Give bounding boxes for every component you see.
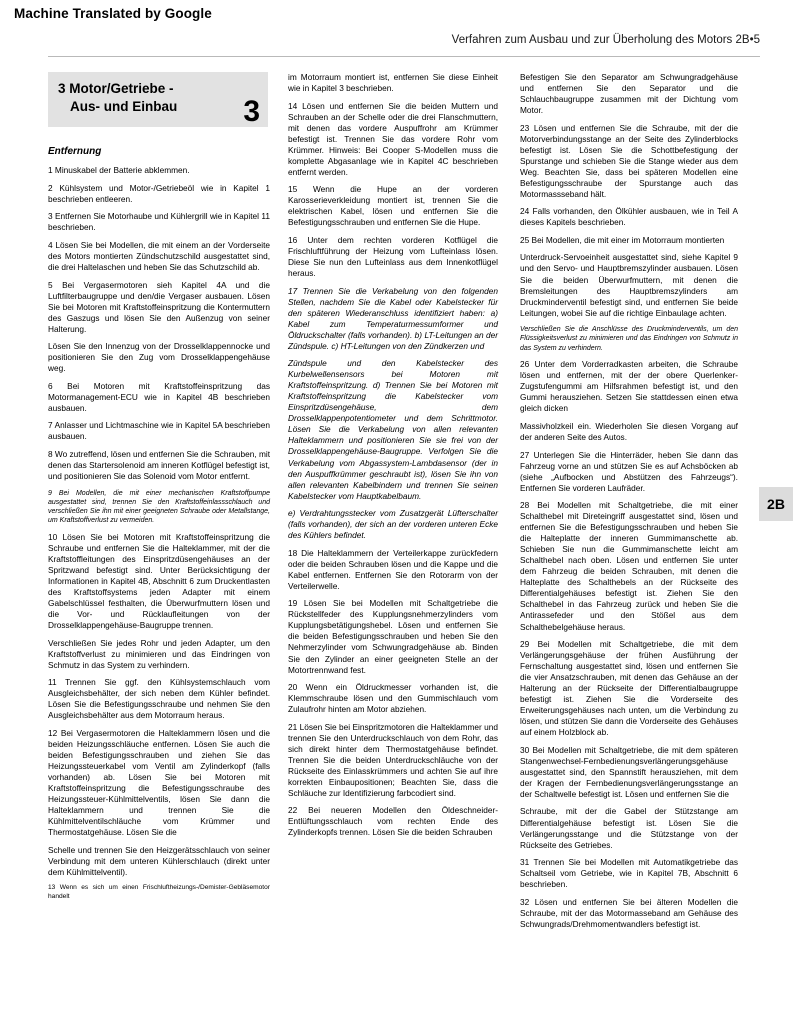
paragraph: 7 Anlasser und Lichtmaschine wie in Kapitel 5A beschrieben ausbauen. xyxy=(48,420,270,442)
paragraph: Lösen Sie den Innenzug von der Drosselklappennocke und positionieren Sie den Zug vom Drosselklappengehäuse weg. xyxy=(48,341,270,374)
paragraph: 20 Wenn ein Öldruckmesser vorhanden ist, die Klemmschraube lösen und den Gummischlauch vom Zulaufrohr hinten am Motor abziehen. xyxy=(288,682,498,715)
paragraph: Verschließen Sie jedes Rohr und jeden Adapter, um den Kraftstoffverlust zu minimieren und das Eindringen von Schmutz in das System zu verhindern. xyxy=(48,637,270,670)
paragraph: 6 Bei Motoren mit Kraftstoffeinspritzung das Motormanagement-ECU wie in Kapitel 4B beschrieben ausbauen. xyxy=(48,380,270,413)
paragraph: 28 Bei Modellen mit Schaltgetriebe, die mit einer Schalthebel mit Direteingriff ausgestattet sind, lösen und entfernen Sie die Befestigungsschrauben und heben Sie die Halteplatte der inneren Gummimanschette ab. Schieben Sie nun die Gummimanschette leicht am Schalthebel nach oben. Lösen und entfernen Sie unter dem Fahrzeug die beiden Schrauben, mit denen die Halteplatte des Schalthebels an der Rückseite des Differentialgehäuses befestigt ist. Ziehen Sie den Schalthebel in das Fahrzeug zurück und heben Sie die Antirassefeder und den Stößel aus dem Schalthebelgehäuse heraus. xyxy=(520,500,738,632)
paragraph: im Motorraum montiert ist, entfernen Sie diese Einheit wie in Kapitel 3 beschrieben. xyxy=(288,72,498,94)
note-paragraph: Verschließen Sie die Anschlüsse des Druckminderventils, um den Flüssigkeitsverlust zu minimieren und das Eindringen von Schmutz in das System zu verhindern. xyxy=(520,326,738,352)
paragraph: Schraube, mit der die Gabel der Stützstange am Differentialgehäuse befestigt ist. Lösen Sie die Verlängerungsstange und die Stützstange von der Rückseite des Getriebes. xyxy=(520,806,738,850)
paragraph: Schelle und trennen Sie den Heizgerätsschlauch von seiner Verbindung mit dem unteren Kühlerschlauch (direkt unter dem Kühlmittelventil). xyxy=(48,844,270,877)
google-translate-banner xyxy=(0,0,793,26)
paragraph: 17 Trennen Sie die Verkabelung von den folgenden Stellen, nachdem Sie die Kabel oder Kabelstecker für den späteren Wiederanschluss identifiziert haben: a) Kabel zum Temperaturmessumformer und Öldruckschalter (falls vorhanden). b) LT-Leitungen an der Zündspule. c) HT-Leitungen von den Zündkerzen und xyxy=(288,285,498,351)
paragraph: 4 Lösen Sie bei Modellen, die mit einem an der Vorderseite des Motors montierten Zündschutzschild ausgestattet sind, die drei Haltelaschen und heben Sie das Schutzschild ab. xyxy=(48,239,270,273)
text-column-1 xyxy=(48,145,270,908)
paragraph: 18 Die Halteklammern der Verteilerkappe zurückfedern oder die beiden Schrauben lösen und die Kappe und die Kabel entfernen. Entfernen Sie den Rotorarm von der Verteilerwelle. xyxy=(288,547,498,591)
translate-banner-label: Machine Translated by Google xyxy=(14,6,212,21)
paragraph: 11 Trennen Sie ggf. den Kühlsystemschlauch vom Ausgleichsbehälter, der sich neben dem Kühler befindet. Lösen Sie die Befestigungsschraube und nehmen Sie den Ausgleichsbehälter aus dem Motorraum heraus. xyxy=(48,677,270,721)
paragraph: 10 Lösen Sie bei Motoren mit Kraftstoffeinspritzung die Schraube und entfernen Sie die Halteklammer, mit der die Kraftstoffleitungen des Einspritzdüsengehäuses an der Spritzwand befestigt sind. Unter Berücksichtigung der Informationen in Kapitel 4B, Abschnitt 6 zum Druckentlasten des Kraftstoffsystems jeden Adapter mit einem Gabelschlüssel festhalten, die Überwurfmuttern lösen und die Vor- und Rücklaufleitungen von der Drosselklappengehäuse-Baugruppe trennen. xyxy=(48,531,270,631)
paragraph: 21 Lösen Sie bei Einspritzmotoren die Halteklammer und trennen Sie den Unterdruckschlauch von dem Rohr, das sich direkt hinter dem Thermostatgehäuse befindet. Trennen Sie die beiden Unterdruckschläuche von der Rückseite des Einlasskrümmers und achten Sie auf ihre korrekten Einbaupositionen; Beachten Sie, dass die Schläuche zur Identifizierung farbcodiert sind. xyxy=(288,721,498,798)
paragraph: 29 Bei Modellen mit Schaltgetriebe, die mit dem Verlängerungsgehäuse der frühen Ausführung der Fernschaltung ausgestattet sind, lösen und entfernen Sie die vier Ansatzschrauben, mit denen das Gehäuse an der Halterung an der Rückseite der Differentialbaugruppe befestigt ist. Ziehen Sie die Vorderseite des Erweiterungsgehäuses nach unten, um die Verbindung zu lösen, und stützen Sie dann die Vorderseite des Gehäuses auf einem Holzblock ab. xyxy=(520,639,738,738)
text-column-2 xyxy=(288,72,498,845)
chapter-title-line2: Aus- und Einbau xyxy=(70,99,178,114)
paragraph: 25 Bei Modellen, die mit einer im Motorraum montierten xyxy=(520,234,725,245)
paragraph: 19 Lösen Sie bei Modellen mit Schaltgetriebe die Rückstellfeder des Kupplungsnehmerzylinders vom Kupplungsbetätigungshebel. Lösen und entfernen Sie die beiden Befestigungsschrauben und heben Sie den Nehmerzylinder vom Schwungradgehäuse ab. Binden Sie den Zylinder an einer geeigneten Stelle an der Motortrennwand fest. xyxy=(288,598,498,675)
running-head: Verfahren zum Ausbau und zur Überholung des Motors 2B•5 xyxy=(451,34,760,46)
paragraph: 16 Unter dem rechten vorderen Kotflügel die Frischluftführung der Heizung vom Lufteinlass lösen. Diese Sie nun den Lufteinlass aus dem Innenkotflügel heraus. xyxy=(288,234,498,278)
section-heading-entfernung: Entfernung xyxy=(48,146,102,157)
paragraph: 31 Trennen Sie bei Modellen mit Automatikgetriebe das Schaltseil vom Getriebe, wie in Kapitel 7B, Abschnitt 6 beschrieben. xyxy=(520,857,738,890)
text-column-3 xyxy=(520,72,738,936)
paragraph: 24 Falls vorhanden, den Ölkühler ausbauen, wie in Teil A dieses Kapitels beschrieben. xyxy=(520,206,738,228)
chapter-number: 3 xyxy=(243,95,260,128)
chapter-title-line1: 3 Motor/Getriebe - xyxy=(58,81,174,96)
paragraph: 12 Bei Vergasermotoren die Halteklammern lösen und die beiden Heizungsschläuche entfernen. Lösen Sie auch die beiden Befestigungsschrauben und ziehen Sie das Heizungssteuerkabel vom Ventil am Zylinderkopf (falls vorhanden) ab. Lösen Sie bei Motoren mit Kraftstoffeinspritzung die Befestigungsschraube des Heizungssteuer-Kühlmittelventils, lösen Sie dann die Halteklammern und trennen Sie die Kühlmittelventilschläuche vom Krümmer und Thermostatgehäuse. Lösen Sie die xyxy=(48,727,270,838)
paragraph: Unterdruck-Servoeinheit ausgestattet sind, siehe Kapitel 9 und den Servo- und Hauptbremszylinder ausbauen. Lösen Sie die beiden Überwurfmuttern, mit denen die Bremsleitungen des Hauptbremszylinders am Druckminderventil befestigt sind, und entfernen Sie beide Leitungen, wobei Sie auf die richtige Einbaulage achten. xyxy=(520,252,738,318)
paragraph: Massivholzkeil ein. Wiederholen Sie diesen Vorgang auf der anderen Seite des Autos. xyxy=(520,420,738,443)
paragraph: Befestigen Sie den Separator am Schwungradgehäuse und entfernen Sie den Separator und die Schlauchbaugruppe zusammen mit der Dichtung vom Motor. xyxy=(520,72,738,116)
paragraph: 2 Kühlsystem und Motor-/Getriebeöl wie in Kapitel 1 beschrieben entleeren. xyxy=(48,182,270,204)
paragraph: 1 Minuskabel der Batterie abklemmen. xyxy=(48,165,190,176)
header-divider xyxy=(48,56,760,57)
chapter-title-block xyxy=(48,72,268,127)
paragraph: 30 Bei Modellen mit Schaltgetriebe, die mit dem späteren Stangenwechsel-Fernbedienungsverlängerungsgehäuse ausgestattet sind, den Spannstift herausziehen, mit dem der Kragen der Fernbedienungsverlängerungsstange an der Schaltwelle befestigt ist. Lösen und entfernen Sie die xyxy=(520,744,738,799)
paragraph: 23 Lösen und entfernen Sie die Schraube, mit der die Motorverbindungsstange an der Seite des Zylinderblocks befestigt ist. Lösen Sie die Schottbefestigung der Spurstange und schieben Sie die Stange wieder aus dem Weg. Beachten Sie, dass bei späteren Modellen eine Befestigungsschraube der Spurstange auch das Motormassseband hält. xyxy=(520,122,738,199)
paragraph: 3 Entfernen Sie Motorhaube und Kühlergrill wie in Kapitel 11 beschrieben. xyxy=(48,211,270,233)
italic-list-item-e: e) Verdrahtungsstecker vom Zusatzgerät Lüfterschalter (falls vorhanden), der sich an der vorderen unteren Ecke des Kühlers befindet. xyxy=(288,508,498,541)
paragraph: 15 Wenn die Hupe an der vorderen Karosserieverkleidung montiert ist, trennen Sie die elektrischen Kabel, lösen und entfernen Sie die Befestigungsschrauben und entfernen Sie die Hupe. xyxy=(288,184,498,228)
paragraph: 8 Wo zutreffend, lösen und entfernen Sie die Schrauben, mit denen das Startersolenoid am inneren Kotflügel befestigt ist, und positionieren Sie das Solenoid vom Motor entfernt. xyxy=(48,448,271,482)
paragraph: 26 Unter dem Vorderradkasten arbeiten, die Schraube lösen und entfernen, mit der der obere Querlenker-Zugstufengummi am Hilfsrahmen befestigt ist, und den Gummi herausziehen. Setzen Sie stattdessen einen etwa gleich dicken xyxy=(520,359,738,414)
paragraph: 5 Bei Vergasermotoren sieh Kapitel 4A und die Luftfilterbaugruppe und den/die Vergaser ausbauen. Lösen Sie bei Motoren mit Kraftstoffeinspritzung die Kontermuttern des Gaszugs und lösen Sie den Außenzug von seiner Halterung. xyxy=(48,279,270,334)
section-tab-2b: 2B xyxy=(759,487,793,521)
paragraph: 14 Lösen und entfernen Sie die beiden Muttern und Schrauben an der Schelle oder die drei Flanschmuttern, mit denen das vordere Auspuffrohr am Krümmer befestigt ist. Trennen Sie das vordere Rohr vom Krümmer. Hinweis: Bei Cooper S-Modellen muss die komplette Abgasanlage wie in Kapitel 4C beschrieben entfernt werden. xyxy=(288,100,498,177)
italic-list-block: Zündspule und den Kabelstecker des Kurbelwellensensors bei Motoren mit Kraftstoffeinspritzung. d) Trennen Sie bei Motoren mit Kraftstoffeinspritzung die Kabelstecker vom Einspritzdüsengehäuse, dem Drosselklappenpotentiometer und dem Schrittmotor. Lösen Sie die Verkabelung von allen relevanten Halteklammern und positionieren Sie sie frei von der Drosselklappengehäuse-Baugruppe. Verfolgen Sie die Verkabelung vom Abgassystem-Lambdasensor (der in den Auspuffkrümmer geschraubt ist), lösen Sie ihn von allen relevanten Kabelbindern und trennen Sie seinen Kabelstecker vom Hauptkabelbaum. xyxy=(288,358,498,501)
paragraph: 22 Bei neueren Modellen den Öldeschneider-Entlüftungsschlauch vom rechten Ende des Zylinderkopfs trennen. Lösen Sie die beiden Schrauben xyxy=(288,805,498,838)
note-paragraph: 9 Bei Modellen, die mit einer mechanischen Kraftstoffpumpe ausgestattet sind, trennen Sie den Kraftstoffeinlassschlauch und verschließen Sie ihn mit einer geeigneten Schraube oder Metallstange, um Kraftstoffverlust zu vermeiden. xyxy=(48,489,270,525)
paragraph: 32 Lösen und entfernen Sie bei älteren Modellen die Schraube, mit der das Motormasseband am Gehäuse des Schwungrads/Drehmomentwandlers befestigt ist. xyxy=(520,896,738,929)
paragraph: 27 Unterlegen Sie die Hinterräder, heben Sie dann das Fahrzeug vorne an und stützen Sie es auf Achsböcken ab (siehe „Aufbocken und Abstützen des Fahrzeugs“). Entfernen Sie vorderen Laufräder. xyxy=(520,449,738,493)
footnote: 13 Wenn es sich um einen Frischluftheizungs-/Demister-Gebläsemotor handelt xyxy=(48,884,270,900)
